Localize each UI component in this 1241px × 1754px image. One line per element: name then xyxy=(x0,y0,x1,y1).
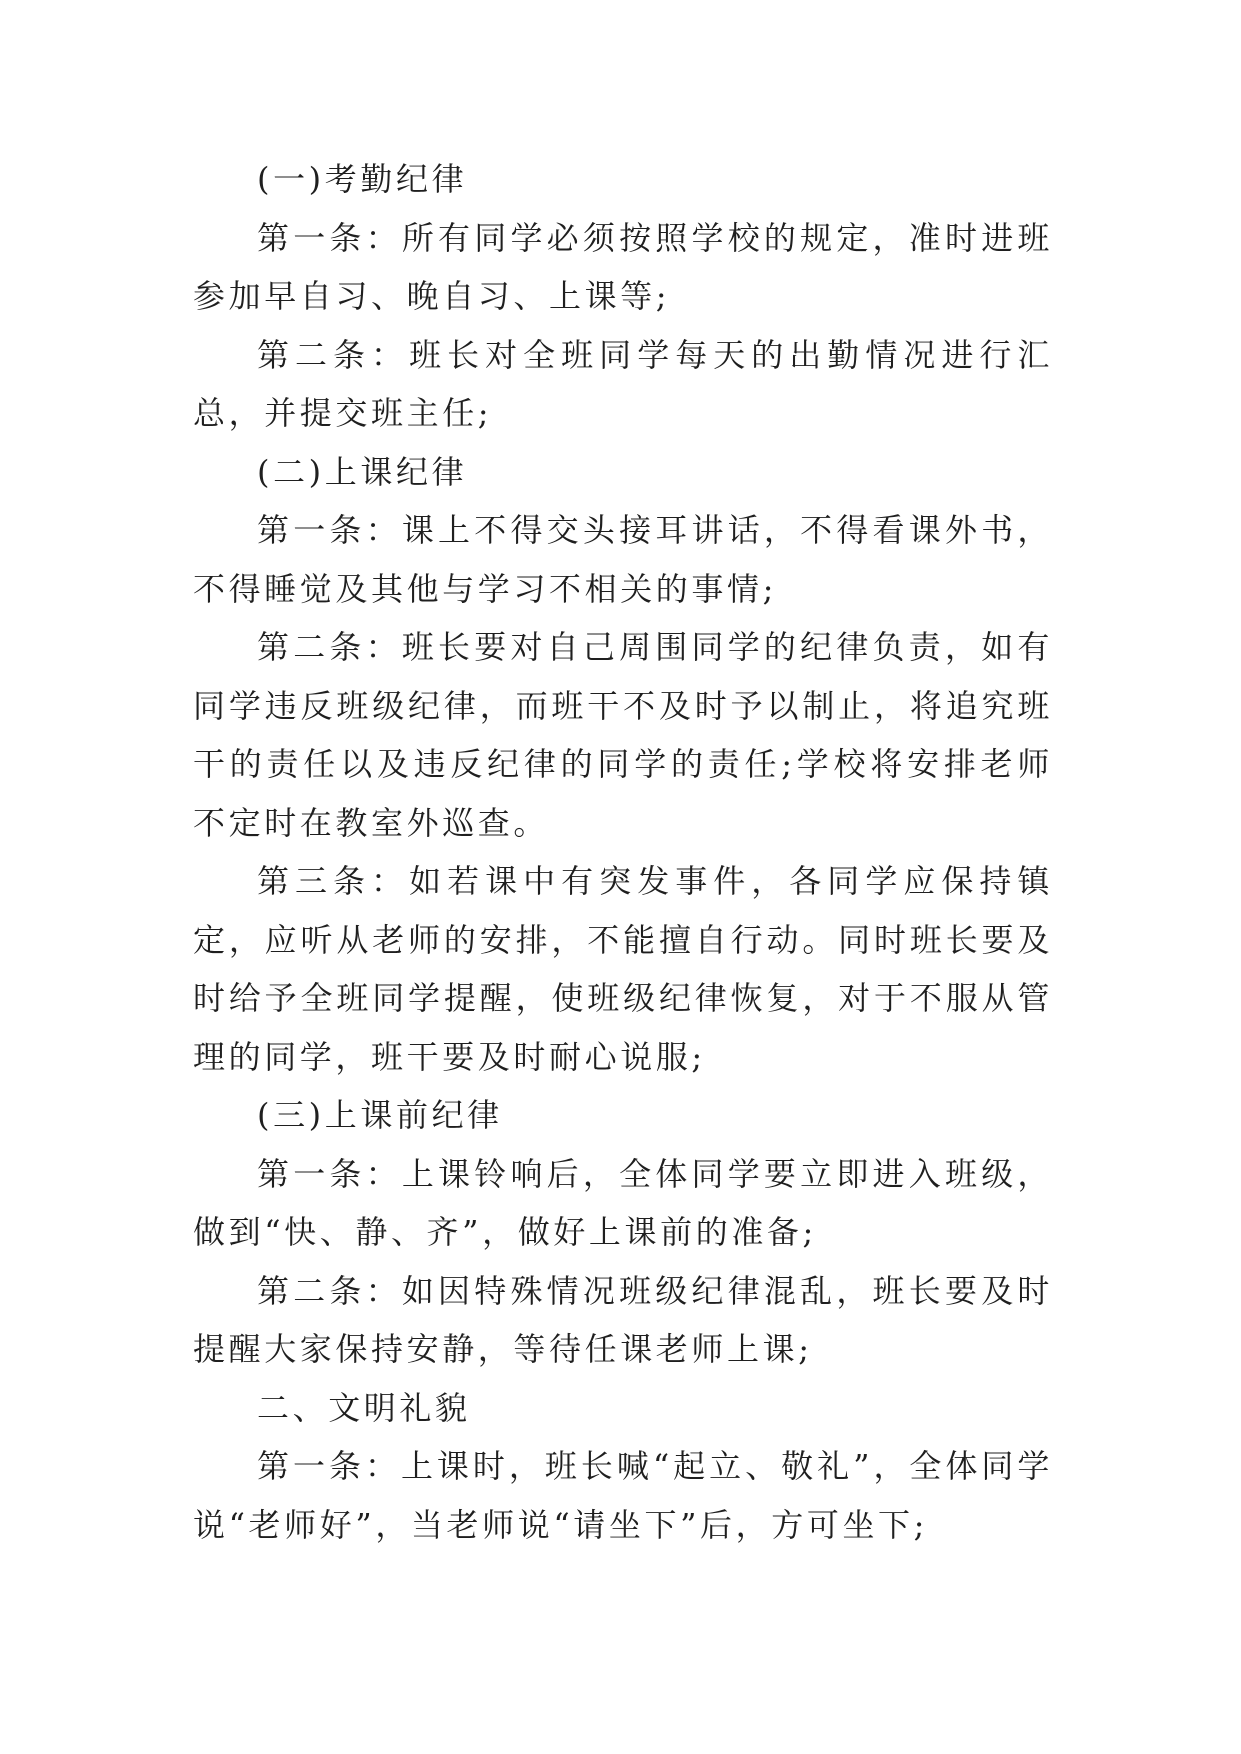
paragraph: 第一条：上课时，班长喊“起立、敬礼”，全体同学说“老师好”，当老师说“请坐下”后，方可坐下; xyxy=(193,1447,1053,1544)
paragraph: 第一条：课上不得交头接耳讲话，不得看课外书，不得睡觉及其他与学习不相关的事情; xyxy=(193,511,1053,608)
paragraph: 第三条：如若课中有突发事件，各同学应保持镇定，应听从老师的安排，不能擅自行动。同时班长要及时给予全班同学提醒，使班级纪律恢复，对于不服从管理的同学，班干要及时耐心说服; xyxy=(193,862,1053,1076)
paragraph: 第一条：所有同学必须按照学校的规定，准时进班参加早自习、晚自习、上课等; xyxy=(193,218,1053,315)
section-heading-courtesy: 二、文明礼貌 xyxy=(257,1388,471,1427)
paragraph: 第二条：班长对全班同学每天的出勤情况进行汇总，并提交班主任; xyxy=(193,335,1053,432)
document-body xyxy=(193,150,1053,1554)
paragraph: 第一条：上课铃响后，全体同学要立即进入班级，做到“快、静、齐”，做好上课前的准备; xyxy=(193,1154,1053,1251)
section-heading-class-discipline: (二)上课纪律 xyxy=(257,452,468,491)
section-heading-attendance: (一)考勤纪律 xyxy=(257,160,468,198)
paragraph: 第二条：班长要对自己周围同学的纪律负责，如有同学违反班级纪律，而班干不及时予以制止，将追究班干的责任以及违反纪律的同学的责任;学校将安排老师不定时在教室外巡查。 xyxy=(193,628,1053,842)
section-heading-pre-class-discipline: (三)上课前纪律 xyxy=(257,1096,503,1134)
paragraph: 第二条：如因特殊情况班级纪律混乱，班长要及时提醒大家保持安静，等待任课老师上课; xyxy=(193,1271,1053,1368)
